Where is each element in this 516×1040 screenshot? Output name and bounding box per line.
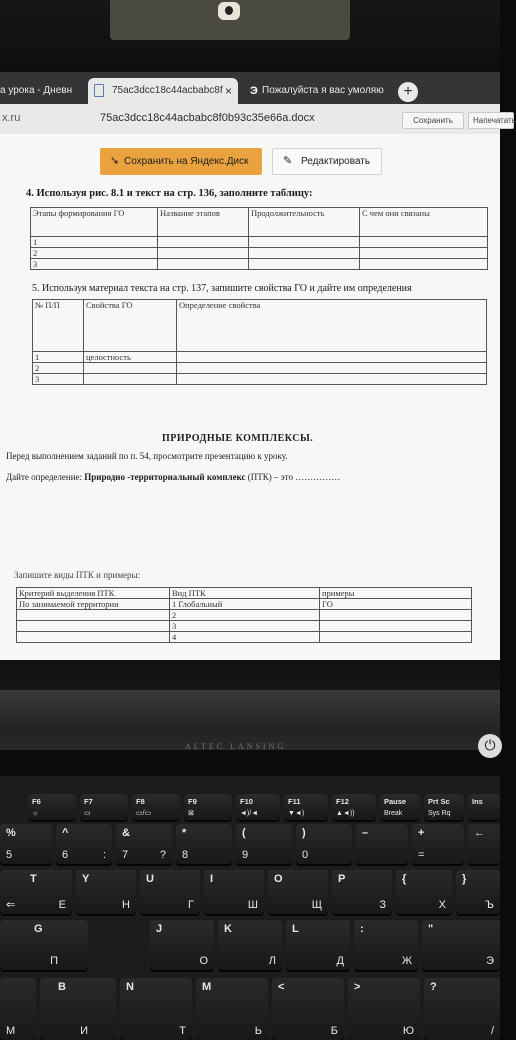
table-cell [17, 632, 170, 643]
table-header: Продолжительность [249, 208, 360, 237]
key-semicolon[interactable]: : Ж [354, 920, 418, 970]
table-cell: 3 [33, 374, 84, 385]
keyboard [0, 776, 500, 1040]
save-yandex-disk-button[interactable] [100, 148, 262, 175]
new-tab-button[interactable]: + [398, 82, 418, 102]
button-label: Сохранить на Яндекс.Диск [124, 156, 249, 167]
key-pause[interactable]: Pause Break [380, 794, 420, 820]
question-5: 5. Используя материал текста на стр. 137, запишите свойства ГО и дайте им определения [32, 283, 412, 294]
table-cell: 1 Глобальный [170, 599, 320, 610]
key-left-brace[interactable]: { Х [396, 870, 452, 914]
definition-prefix: Дайте определение: [6, 472, 83, 482]
table-cell: ГО [320, 599, 472, 610]
key-5[interactable]: % 5 [0, 824, 52, 864]
table-cell: 1 [33, 352, 84, 363]
key-f11[interactable]: F11 ▼◄) [284, 794, 328, 820]
tab-diary[interactable] [0, 78, 84, 104]
button-label: Редактировать [301, 156, 371, 167]
print-button[interactable]: Напечатать [468, 112, 514, 129]
webcam-lens [218, 2, 240, 20]
tab-label: 75ac3dcc18c44acbabc8f [112, 85, 223, 96]
key-slash[interactable]: ? / [424, 978, 500, 1040]
table-cell: 2 [31, 248, 158, 259]
key-comma[interactable]: < Б [272, 978, 344, 1040]
url-text[interactable]: 75ac3dcc18c44acbabc8f0b93c35e66a.docx [100, 112, 315, 124]
table-ptk-types [16, 587, 472, 643]
disk-icon: ➘ [110, 155, 120, 167]
table-cell [84, 363, 177, 374]
table-header: Этапы формирования ГО [31, 208, 158, 237]
key-9[interactable]: ( 9 [236, 824, 292, 864]
key-prtsc[interactable]: Prt Sc Sys Rq [424, 794, 464, 820]
key-f6[interactable]: F6 ☼ [28, 794, 76, 820]
tab-question[interactable] [248, 78, 384, 104]
key-n[interactable]: N Т [120, 978, 192, 1040]
definition-suffix: (ПТК) – это …………… [247, 472, 341, 482]
power-button[interactable]: ⏻ [478, 734, 502, 758]
browser-tab-bar [0, 72, 500, 104]
laptop-top-bezel [0, 0, 500, 72]
table-cell [320, 632, 472, 643]
table-cell [84, 374, 177, 385]
edit-button[interactable] [272, 148, 382, 175]
laptop-hinge [0, 690, 500, 730]
document-page [0, 134, 500, 660]
table-header: примеры [320, 588, 472, 599]
table-cell: По занимаемой территории [17, 599, 170, 610]
table-row [33, 363, 487, 374]
key-i[interactable]: I Ш [204, 870, 264, 914]
key-8[interactable]: * 8 [176, 824, 232, 864]
table-row [31, 259, 488, 270]
key-f7[interactable]: F7 ▭ [80, 794, 128, 820]
table-cell: 3 [170, 621, 320, 632]
speaker-brand-logo: ALTEC LANSING [185, 742, 287, 751]
key-7[interactable]: & ? 7 [116, 824, 172, 864]
key-quote[interactable]: " Э [422, 920, 500, 970]
key-y[interactable]: Y Н [76, 870, 136, 914]
key-backspace[interactable]: ← [468, 824, 500, 864]
document-icon [94, 84, 104, 97]
key-m-left[interactable]: М [0, 978, 36, 1040]
table-cell [17, 610, 170, 621]
address-bar [0, 104, 516, 135]
key-j[interactable]: J О [150, 920, 214, 970]
key-f12[interactable]: F12 ▲◄)) [332, 794, 376, 820]
yandex-icon: Э [250, 85, 258, 97]
types-task: Запишите виды ПТК и примеры: [14, 570, 141, 580]
table-header: Определение свойства [177, 300, 487, 352]
key-period[interactable]: > Ю [348, 978, 420, 1040]
tab-label: а урока - Дневн [0, 85, 73, 96]
key-f10[interactable]: F10 ◄)/◄ [236, 794, 280, 820]
table-cell: 2 [33, 363, 84, 374]
key-minus[interactable]: – [356, 824, 408, 864]
table-row [17, 610, 472, 621]
tab-label: Пожалуйста я вас умоляю [262, 85, 384, 96]
webcam-cover [110, 0, 350, 40]
close-icon[interactable]: × [224, 84, 232, 98]
table-cell [17, 621, 170, 632]
key-k[interactable]: K Л [218, 920, 282, 970]
key-equals[interactable]: + = [412, 824, 464, 864]
key-b[interactable]: B И [40, 978, 116, 1040]
laptop-screen [0, 72, 516, 660]
instruction-text: Перед выполнением заданий по п. 54, просмотрите презентацию к уроку. [6, 451, 288, 461]
key-o[interactable]: O Щ [268, 870, 328, 914]
key-ins[interactable]: Ins [468, 794, 500, 820]
key-m[interactable]: M Ь [196, 978, 268, 1040]
table-row [31, 237, 488, 248]
table-cell [320, 610, 472, 621]
table-stages [30, 207, 488, 270]
table-header: Название этапов [158, 208, 249, 237]
question-4: 4. Используя рис. 8.1 и текст на стр. 136, заполните таблицу: [26, 188, 313, 199]
table-cell: 2 [170, 610, 320, 621]
table-cell: 4 [170, 632, 320, 643]
table-header: С чем они связаны [360, 208, 488, 237]
table-header: № П/П [33, 300, 84, 352]
table-row [17, 588, 472, 599]
key-t[interactable]: T ⇐ Е [0, 870, 72, 914]
key-right-brace[interactable]: } Ъ [456, 870, 500, 914]
table-row [17, 632, 472, 643]
key-f8[interactable]: F8 ▭/▭ [132, 794, 180, 820]
key-6[interactable]: ^ : 6 [56, 824, 112, 864]
key-p[interactable]: P З [332, 870, 392, 914]
table-header: Критерий выделения ПТК [17, 588, 170, 599]
key-0[interactable]: ) 0 [296, 824, 352, 864]
table-cell [320, 621, 472, 632]
table-row [17, 621, 472, 632]
table-cell: 3 [31, 259, 158, 270]
definition-task [6, 472, 340, 482]
table-properties [32, 299, 487, 385]
host-text: x.ru [2, 112, 21, 124]
table-header: Вид ПТК [170, 588, 320, 599]
pencil-icon: ✎ [283, 155, 293, 167]
table-header: Свойства ГО [84, 300, 177, 352]
key-g[interactable]: G П [0, 920, 88, 970]
tab-document-active[interactable] [88, 78, 238, 104]
key-u[interactable]: U Г [140, 870, 200, 914]
table-cell: целостность [84, 352, 177, 363]
table-row [17, 599, 472, 610]
table-row [33, 374, 487, 385]
table-row [31, 248, 488, 259]
key-f9[interactable]: F9 ⊠ [184, 794, 232, 820]
key-l[interactable]: L Д [286, 920, 350, 970]
save-button[interactable]: Сохранить [402, 112, 464, 129]
table-row [33, 352, 487, 363]
section-title: ПРИРОДНЫЕ КОМПЛЕКСЫ. [162, 433, 314, 444]
table-cell: 1 [31, 237, 158, 248]
definition-term: Природно -территориальный комплекс [84, 472, 246, 482]
